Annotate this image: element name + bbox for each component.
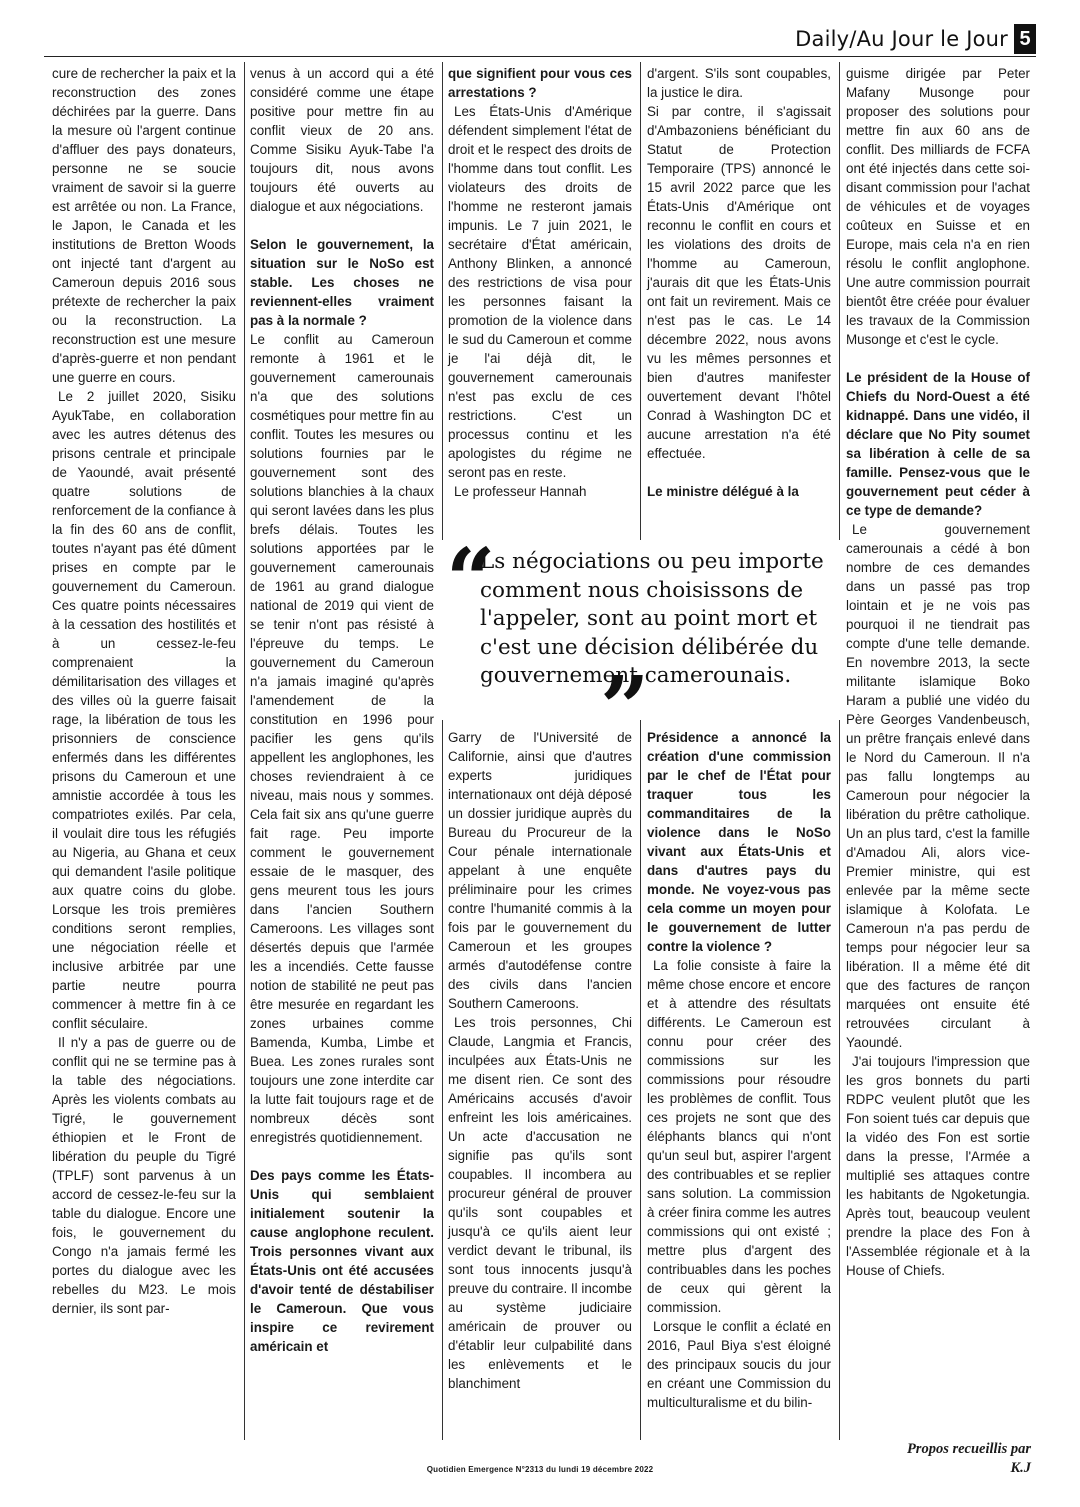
article-column-4-top [647,64,831,501]
paragraph: guisme dirigée par Peter Mafany Musonge pour proposer des solutions pour mettre fin aux 60 ans de conflit. Des milliards de FCFA ont été injectés dans cette soi-disant commission pour l'achat de véhicules et de voyages coûteux en Suisse et en Europe, mais cela n'a en rien résolu le conflit anglophone. Une autre commission pourrait bientôt être créée pour évaluer les travaux de la Commission Musonge et c'est le cycle. [846,66,1030,347]
paragraph: La folie consiste à faire la même chose encore et encore et à attendre des résultats différents. Le Cameroun est connu pour créer des commissions sur les commissions pour résoudre les problèmes de conflit. Tous ces projets ne sont que des éléphants blancs qui n'ont qu'un seul but, aspirer l'argent des contribuables et se replier sans solution. La commission à créer finira comme les autres commissions qui ont existé ; mettre plus d'argent des contribuables dans les poches de ceux qui gèrent la commission. [647,958,831,1315]
paragraph: Le professeur Hannah [454,484,587,499]
article-column-5 [846,64,1030,1280]
column-rule [839,62,840,540]
article-column-3-top [448,64,632,501]
page-number: 5 [1014,24,1036,54]
article-column-2 [250,64,434,1356]
interview-question: Selon le gouvernement, la situation sur le NoSo est stable. Les choses ne reviennent-elles vraiment pas à la normale ? [250,237,434,328]
close-quote-icon: ” [600,658,650,759]
page-footer: Quotidien Emergence N°2313 du lundi 19 décembre 2022 [426,1465,654,1474]
column-rule [442,62,443,540]
header-rule [44,56,1036,57]
byline-label: Propos recueillis par [906,1441,1031,1457]
paragraph: Si par contre, il s'agissait d'Ambazoniens bénéficiant du Statut de Protection Temporaire (TPS) annoncé le 15 avril 2022 parce que les États-Unis d'Amérique ont reconnu le conflit en cours et les violations des droits de l'homme au Cameroun, j'aurais dit que les États-Unis ont fait un revirement. Mais ce n'est pas le cas. Le 14 décembre 2022, nous avons vu les mêmes personnes et bien d'autres manifester ouvertement devant l'hôtel Conrad à Washington DC et aucune arrestation n'a été effectuée. [647,104,831,461]
paragraph: Les trois personnes, Chi Claude, Langmia et Francis, inculpées aux États-Unis ne me disent rien. Ce sont des Américains accusés d'avoir enfreint les lois américaines. Un acte d'accusation ne signifie pas qu'ils sont coupables. Il incombera au procureur général de prouver qu'ils sont coupables et jusqu'à ce qu'ils aient leur verdict devant le tribunal, ils sont tous innocents jusqu'à preuve du contraire. Il incombe au système judiciaire américain de prouver ou d'établir leur culpabilité dans les enlèvements et le blanchiment [448,1015,632,1391]
paragraph: Les États-Unis d'Amérique défendent simplement l'état de droit et le respect des droits de l'homme dans tout conflit. Les violateurs des droits de l'homme ne resteront jamais impunis. Le 7 juin 2021, le secrétaire d'État américain, Anthony Blinken, a annoncé des restrictions de visa pour les personnes faisant la promotion de la violence dans le sud du Cameroun et comme je l'ai déjà dit, le gouvernement camerounais n'est pas exclu de ces restrictions. C'est un processus continu et les apologistes du régime ne seront pas en reste. [448,104,632,480]
pull-quote [446,530,842,759]
paragraph: Le gouvernement camerounais a cédé à bon nombre de ces demandes dans un passé pas trop lointain et je ne vois pas pourquoi il ne tiendrait pas compte d'une telle demande. En novembre 2013, la secte militante islamique Boko Haram a publié une vidéo du Père Georges Vandenbeusch, un prêtre français enlevé dans le Nord du Cameroun. Il n'a pas fallu longtemps au Cameroun pour négocier la libération du prêtre catholique. Un an plus tard, c'est la famille d'Amadou Ali, alors vice-Premier ministre, qui est enlevée par la même secte islamique à Kolofata. Le Cameroun n'a pas perdu de temps pour négocier leur sa libération. Il a même été dit que des factures de rançon marquées ont ensuite été retrouvées circulant à Yaoundé. [846,522,1030,1050]
paragraph: cure de rechercher la paix et la reconstruction des zones déchirées par la guerre. Dans la mesure où l'argent continue d'affluer des pays donateurs, personne ne se soucie vraiment de savoir si la guerre est arrêtée ou non. La France, le Japon, le Canada et les institutions de Bretton Woods ont injecté tant d'argent au Cameroun depuis 2016 sous prétexte de rechercher la paix ou la reconstruction. La reconstruction est une mesure d'après-guerre et non pendant une guerre en cours. [52,66,236,385]
paragraph: Le 2 juillet 2020, Sisiku AyukTabe, en collaboration avec les autres détenus des prisons centrale et principale de Yaoundé, avait présenté quatre solutions de renforcement de la confiance à la fin des 60 ans de conflit, toutes n'ayant pas été dûment prises en compte par le gouvernement du Cameroun. Ces quatre points nécessaires à la cessation des hostilités et à un cessez-le-feu comprenaient la démilitarisation des villages et des villes où la guerre faisait rage, la libération de tous les prisonniers de conscience enfermés dans les différentes prisons du Cameroun et une amnistie accordée à tous les compatriotes exilés. Par cela, il voulait dire tous les réfugiés au Nigeria, au Ghana et ceux qui demandent l'asile politique aux quatre coins du globe. Lorsque les trois premières conditions seront remplies, une négociation réelle et inclusive arbitrée par une partie neutre pourra commencer à mettre fin à ce conflit séculaire. [52,389,236,1031]
paragraph: d'argent. S'ils sont coupables, la justice le dira. [647,66,831,100]
interview-question: Le ministre délégué à la [647,484,799,499]
column-rule [839,720,840,1440]
open-quote-icon: “ [446,530,496,631]
interview-question: Présidence a annoncé la création d'une commission par le chef de l'État pour traquer tous les commanditaires de la violence dans le NoSo vivant aux États-Unis et dans d'autres pays du monde. Ne voyez-vous pas cela comme un moyen pour le gouvernement de lutter contre la violence ? [647,730,831,954]
interview-question: Des pays comme les États-Unis qui semblaient initialement soutenir la cause anglophone reculent. Trois personnes vivant aux États-Unis ont été accusées d'avoir tenté de déstabiliser le Cameroun. Que vous inspire ce revirement américain et [250,1168,434,1354]
column-rule [244,62,245,1440]
interview-question: que signifient pour vous ces arrestations ? [448,66,632,100]
paragraph: venus à un accord qui a été considéré comme une étape positive pour mettre fin au conflit vieux de 20 ans. Comme Sisiku Ayuk-Tabe l'a toujours dit, nous avons toujours été ouverts au dialogue et aux négociations. [250,66,434,214]
paragraph: J'ai toujours l'impression que les gros bonnets du parti RDPC veulent plutôt que les Fon soient tués car depuis que la vidéo des Fon est sortie dans la presse, l'Armée a multiplié ses attaques contre les habitants de Ngoketungia. Après tout, beaucoup veulent prendre la place des Fon à l'Assemblée régionale et à la House of Chiefs. [846,1054,1030,1278]
article-column-1 [52,64,236,1318]
interview-question: Le président de la House of Chiefs du Nord-Ouest a été kidnappé. Dans une vidéo, il déclare que No Pity soumet sa libération à celle de sa famille. Pensez-vous que le gouvernement peut céder à ce type de demande? [846,370,1030,518]
column-rule [640,62,641,540]
paragraph: Il n'y a pas de guerre ou de conflit qui ne se termine pas à la table des négociations. Après les violents combats au Tigré, le gouvernement éthiopien et le Front de libération du peuple du Tigré (TPLF) sont parvenus à un accord de cessez-le-feu sur la table du dialogue. Encore une fois, le gouvernement du Congo n'a jamais fermé les portes du dialogue avec les rebelles du M23. Le mois dernier, ils sont par- [52,1035,236,1316]
article-column-4-bottom [647,728,831,1412]
page-header [795,22,1036,56]
paragraph: Lorsque le conflit a éclaté en 2016, Paul Biya s'est éloigné des principaux soucis du jour en créant une Commission du multiculturalisme et du bilin- [647,1319,831,1410]
column-rule [640,720,641,1440]
paragraph: Le conflit au Cameroun remonte à 1961 et le gouvernement camerounais n'a que des solutions cosmétiques pour mettre fin au conflit. Toutes les mesures ou solutions fournies par le gouvernement sont des solutions blanchies à la chaux qui seront lavées dans les plus brefs délais. Toutes les solutions apportées par le gouvernement camerounais de 1961 au grand dialogue national de 2019 qui vient de se tenir n'ont pas résisté à l'épreuve du temps. Le gouvernement du Cameroun n'a jamais imaginé qu'après l'amendement de la constitution en 1996 pour pacifier les gens qu'ils appellent les anglophones, les choses reviendraient à ce niveau, mais nous y sommes. Cela fait six ans qu'une guerre fait rage. Peu importe comment le gouvernement essaie de le masquer, des gens meurent tous les jours dans l'ancien Southern Cameroons. Les villages sont désertés depuis que l'armée les a incendiés. Cette fausse notion de stabilité ne peut pas être mesurée en regardant les zones urbaines comme Bamenda, Kumba, Limbe et Buea. Les zones rurales sont toujours une zone interdite car la lutte fait toujours rage et de nombreux décès sont enregistrés quotidiennement. [250,332,434,1145]
article-column-3-bottom [448,728,632,1393]
byline-initials: K.J [1010,1460,1031,1476]
column-rule [442,720,443,1440]
paragraph: Garry de l'Université de Californie, ainsi que d'autres experts juridiques internationaux ont déjà déposé un dossier juridique auprès du Bureau du Procureur de la Cour pénale internationale appelant à une enquête préliminaire pour les crimes contre l'humanité commis à la fois par le gouvernement du Cameroun et les groupes armés d'autodéfense contre des civils dans l'ancien Southern Cameroons. [448,730,632,1011]
pull-quote-text: Ls négociations ou peu importe comment nous choisissons de l'appeler, sont au point mort et c'est une décision délibérée du gouvernement camerounais. [480,549,824,688]
section-title: Daily/Au Jour le Jour [795,27,1008,51]
